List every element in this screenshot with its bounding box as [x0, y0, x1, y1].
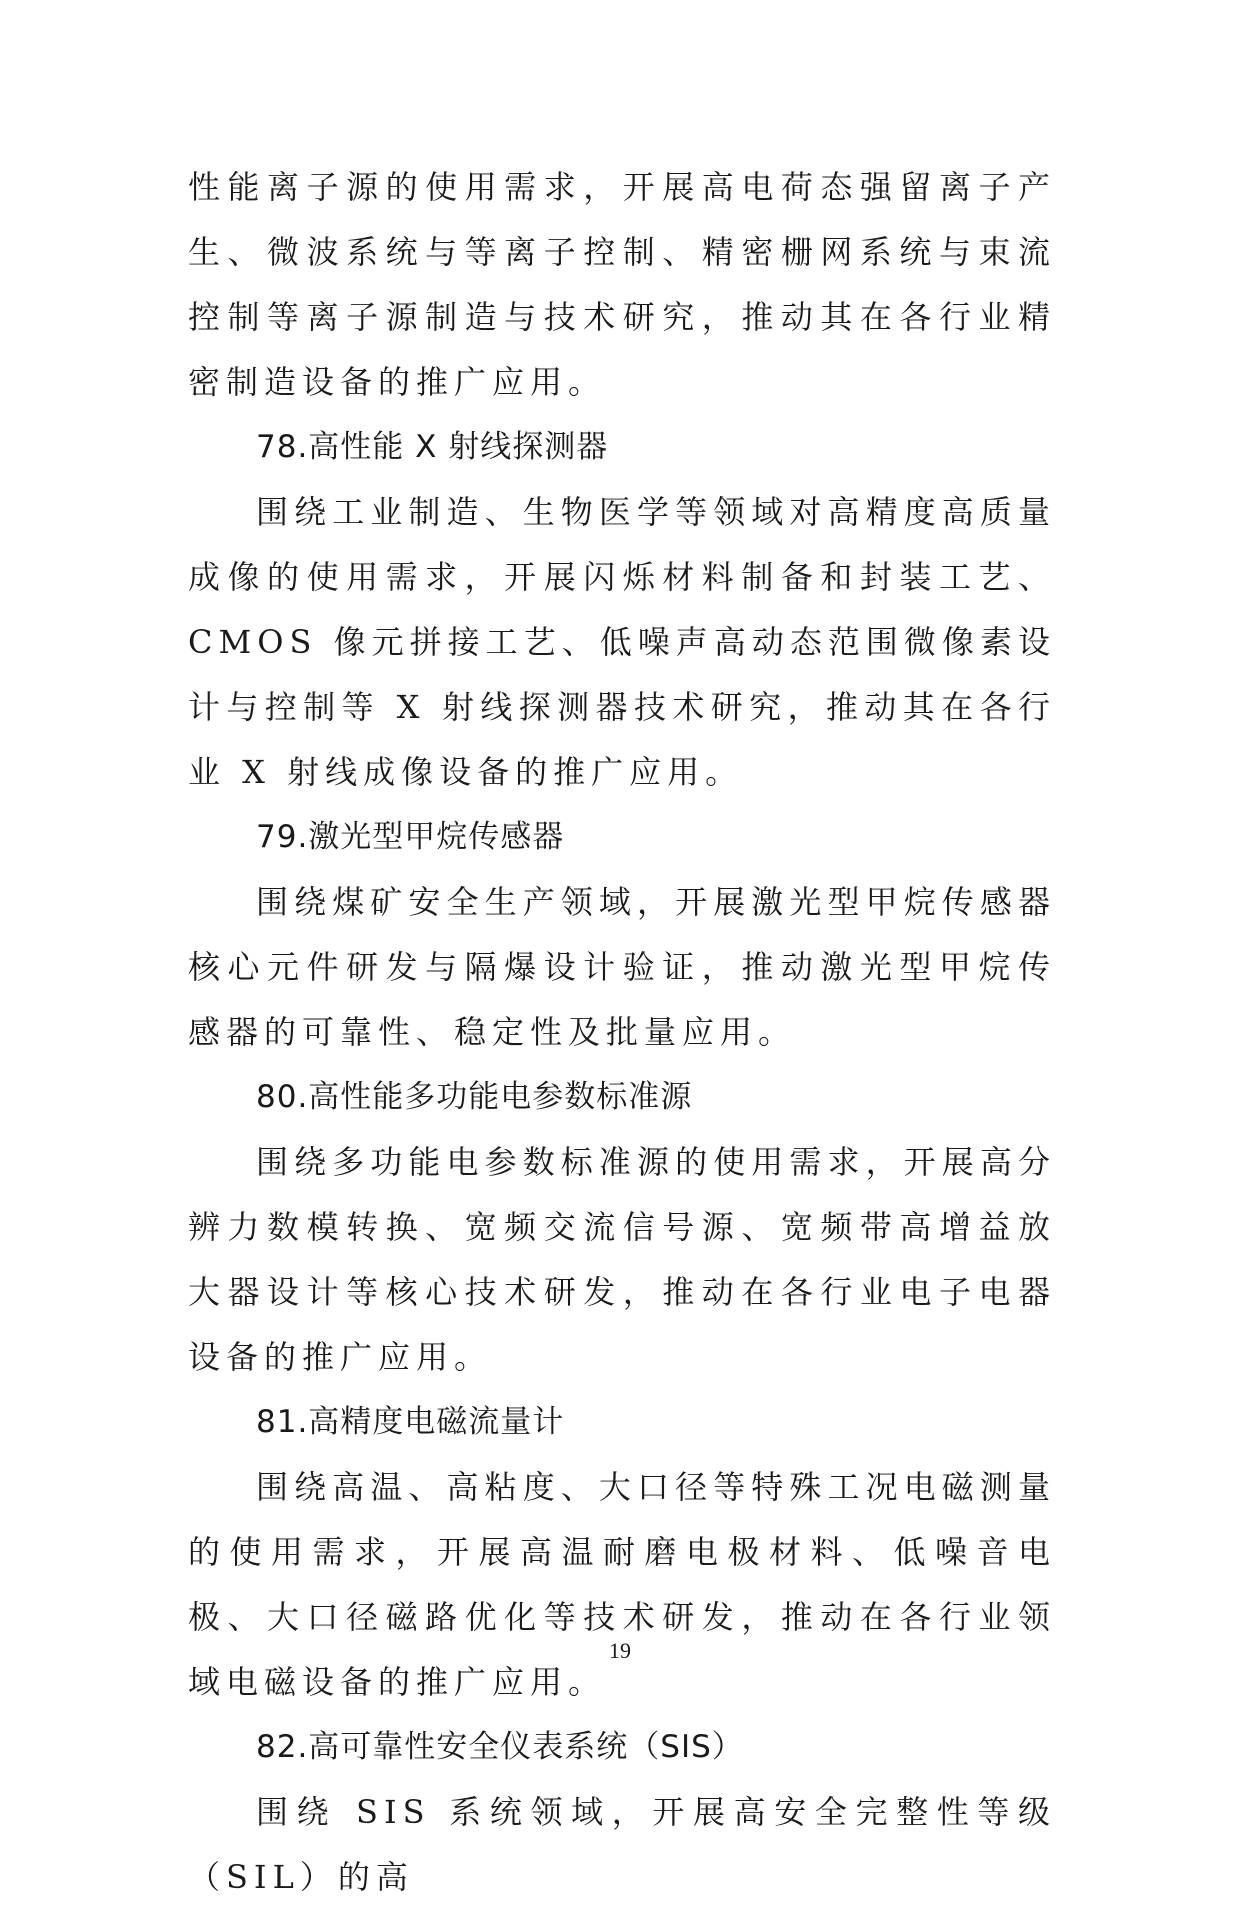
heading-item-78: 78.高性能 X 射线探测器 [256, 429, 609, 465]
paragraph-item-78: 围绕工业制造、生物医学等领域对高精度高质量成像的使用需求，开展闪烁材料制备和封装工艺、CMOS 像元拼接工艺、低噪声高动态范围微像素设计与控制等 X 射线探测器技术研究，推动其在各行业 X 射线成像设备的推广应用。 [188, 493, 1056, 791]
paragraph-item-80: 围绕多功能电参数标准源的使用需求，开展高分辨力数模转换、宽频交流信号源、宽频带高增益放大器设计等核心技术研发，推动在各行业电子电器设备的推广应用。 [188, 1143, 1056, 1376]
paragraph-ion-source-continuation: 性能离子源的使用需求，开展高电荷态强留离子产生、微波系统与等离子控制、精密栅网系统与束流控制等离子源制造与技术研究，推动其在各行业精密制造设备的推广应用。 [188, 168, 1056, 401]
paragraph-item-82: 围绕 SIS 系统领域，开展高安全完整性等级（SIL）的高 [188, 1793, 1056, 1896]
paragraph-item-81: 围绕高温、高粘度、大口径等特殊工况电磁测量的使用需求，开展高温耐磨电极材料、低噪音电极、大口径磁路优化等技术研发，推动在各行业领域电磁设备的推广应用。 [188, 1468, 1056, 1701]
paragraph-item-79: 围绕煤矿安全生产领域，开展激光型甲烷传感器核心元件研发与隔爆设计验证，推动激光型甲烷传感器的可靠性、稳定性及批量应用。 [188, 883, 1056, 1051]
heading-item-80: 80.高性能多功能电参数标准源 [256, 1079, 693, 1115]
heading-item-79: 79.激光型甲烷传感器 [256, 819, 565, 855]
heading-item-82: 82.高可靠性安全仪表系统（SIS） [256, 1729, 744, 1765]
heading-item-81: 81.高精度电磁流量计 [256, 1404, 565, 1440]
page-number: 19 [609, 1638, 631, 1663]
